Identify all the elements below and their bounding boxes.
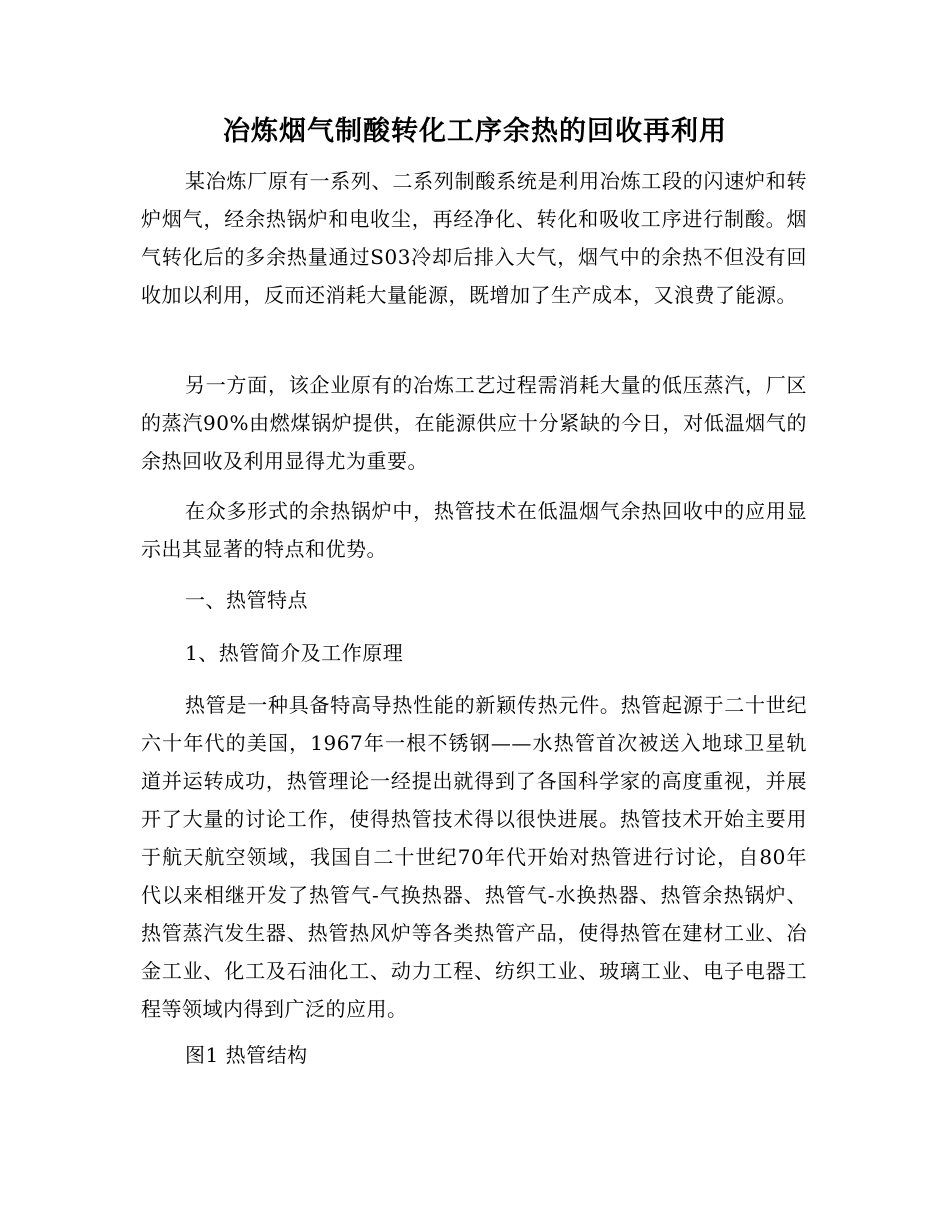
paragraph-heat-pipe-advantage: 在众多形式的余热锅炉中，热管技术在低温烟气余热回收中的应用显示出其显著的特点和优势。 (141, 499, 807, 561)
paragraph-steam: 另一方面，该企业原有的冶炼工艺过程需消耗大量的低压蒸汽，厂区的蒸汽90%由燃煤锅炉提供，在能源供应十分紧缺的今日，对低温烟气的余热回收及利用显得尤为重要。 (141, 373, 807, 473)
section-heading: 一、热管特点 (185, 588, 308, 612)
paragraph-heat-pipe-intro: 热管是一种具备特高导热性能的新颖传热元件。热管起源于二十世纪六十年代的美国，1967年一根不锈钢——水热管首次被送入地球卫星轨道并运转成功，热管理论一经提出就得到了各国科学家的高度重视，并展开了大量的讨论工作，使得热管技术得以很快进展。热管技术开始主要用于航天航空领域，我国自二十世纪70年代开始对热管进行讨论，自80年代以来相继开发了热管气-气换热器、热管气-水换热器、热管余热锅炉、热管蒸汽发生器、热管热风炉等各类热管产品，使得热管在建材工业、冶金工业、化工及石油化工、动力工程、纺织工业、玻璃工业、电子电器工程等领域内得到广泛的应用。 (141, 693, 807, 1021)
figure-caption: 图1 热管结构 (185, 1043, 308, 1067)
paragraph-intro: 某冶炼厂原有一系列、二系列制酸系统是利用冶炼工段的闪速炉和转炉烟气，经余热锅炉和电收尘，再经净化、转化和吸收工序进行制酸。烟气转化后的多余热量通过S03冷却后排入大气，烟气中的余热不但没有回收加以利用，反而还消耗大量能源，既增加了生产成本，又浪费了能源。 (141, 169, 807, 307)
subsection-heading: 1、热管简介及工作原理 (185, 641, 404, 665)
document-title: 冶炼烟气制酸转化工序余热的回收再利用 (223, 116, 727, 147)
